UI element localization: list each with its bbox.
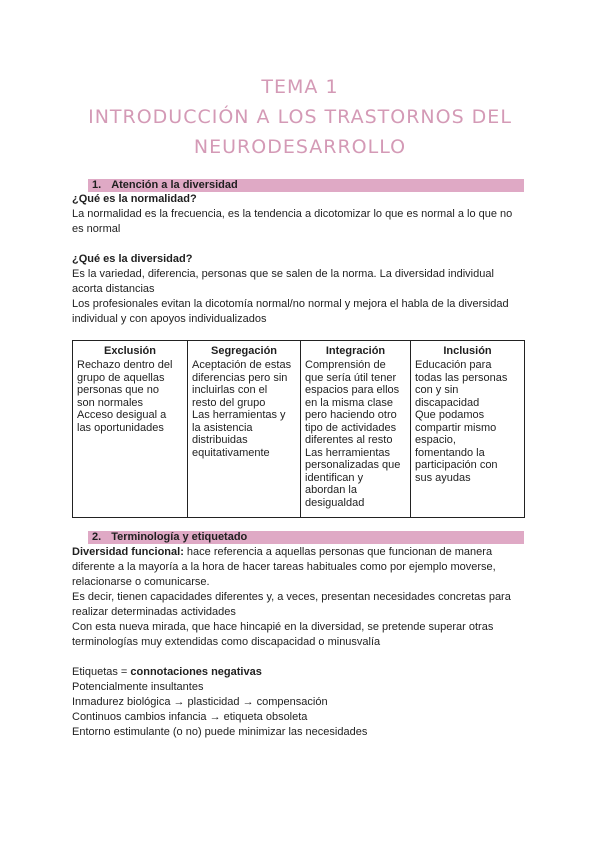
section-1-number: 1.: [92, 179, 102, 191]
section-1-heading: [88, 179, 524, 192]
cell-line: que sería útil tener: [305, 371, 397, 384]
section-1-title: Atención a la diversidad: [111, 179, 238, 191]
term-diversidad-funcional: Diversidad funcional:: [72, 546, 184, 558]
cell-line: Educación para: [415, 359, 492, 371]
cell-line: son normales: [77, 396, 144, 409]
spacer: [72, 237, 532, 252]
definition-line-1: [72, 545, 532, 560]
cell-line: incluirlas con el: [192, 384, 268, 396]
answer-diversidad-line-3: Los profesionales evitan la dicotomía normal/no normal y mejora el habla de la diversidad: [72, 298, 509, 310]
list-item: Continuos cambios infancia → etiqueta obsoleta: [72, 711, 308, 723]
cell-line: espacio,: [415, 434, 456, 446]
cell-line: Que podamos: [415, 409, 485, 421]
cell-line: tipo de actividades: [305, 421, 397, 434]
cell-line: compartir mismo: [415, 421, 497, 434]
cell-line: todas las personas: [415, 371, 508, 384]
title-line-3: NEURODESARROLLO: [193, 136, 407, 158]
cell-integracion: [301, 359, 411, 518]
cell-line: personas que no: [77, 384, 159, 396]
definition-line-6: Con esta nueva mirada, que hace hincapié en la diversidad, se pretende superar otras: [72, 621, 494, 633]
cell-line: resto del grupo: [192, 396, 266, 409]
labels-negative: connotaciones negativas: [130, 666, 262, 678]
answer-diversidad-line-4: individual y con apoyos individualizados: [72, 313, 267, 325]
definition-line-3: relacionarse o comunicarse.: [72, 576, 210, 588]
list-item: Potencialmente insultantes: [72, 681, 204, 693]
question-diversidad: ¿Qué es la diversidad?: [72, 253, 193, 265]
question-normalidad: ¿Qué es la normalidad?: [72, 193, 197, 205]
definition-line-2: diferente a la mayoría a la hora de hacer tareas habituales como por ejemplo moverse,: [72, 561, 496, 573]
cell-line: personalizadas que: [305, 459, 401, 471]
cell-line: grupo de aquellas: [77, 371, 165, 384]
cell-line: Comprensión de: [305, 359, 386, 371]
definition-line-7: terminologías muy extendidas como discapacidad o minusvalía: [72, 636, 381, 648]
spacer: [72, 650, 532, 665]
cell-line: Rechazo dentro del: [77, 359, 173, 371]
table-row: [73, 359, 525, 518]
cell-line: identifican y: [305, 471, 364, 484]
answer-diversidad-line-1: Es la variedad, diferencia, personas que se salen de la norma. La diversidad individual: [72, 268, 494, 280]
labels-line: [72, 665, 532, 680]
header-inclusion: Inclusión: [411, 341, 525, 360]
section-2-heading: [88, 531, 524, 544]
table-header-row: [73, 341, 525, 360]
answer-normalidad-line-2: es normal: [72, 223, 121, 235]
answer-normalidad-line-1: La normalidad es la frecuencia, es la tendencia a dicotomizar lo que es normal a lo que no: [72, 208, 513, 220]
section-2-body: [72, 545, 532, 740]
cell-line: diferencias pero sin: [192, 371, 288, 384]
answer-diversidad-line-2: acorta distancias: [72, 283, 155, 295]
cell-line: Las herramientas: [305, 446, 390, 459]
cell-line: desigualdad: [305, 496, 365, 509]
cell-line: las oportunidades: [77, 421, 164, 434]
cell-line: diferentes al resto: [305, 434, 393, 446]
cell-exclusion: [73, 359, 188, 518]
cell-line: abordan la: [305, 484, 357, 496]
cell-line: equitativamente: [192, 446, 270, 459]
cell-line: fomentando la: [415, 446, 485, 459]
header-segregacion: Segregación: [188, 341, 301, 360]
document-title: [60, 72, 540, 162]
cell-line: discapacidad: [415, 396, 480, 409]
cell-line: en la misma clase: [305, 396, 394, 409]
section-2-number: 2.: [92, 531, 102, 543]
title-line-2: INTRODUCCIÓN A LOS TRASTORNOS DEL: [88, 106, 512, 128]
cell-line: pero haciendo otro: [305, 409, 397, 421]
cell-line: espacios para ellos: [305, 384, 400, 396]
section-2-title: Terminología y etiquetado: [111, 531, 248, 543]
section-1-body: [72, 192, 532, 327]
cell-line: Las herramientas y: [192, 409, 286, 421]
list-item: Entorno estimulante (o no) puede minimizar las necesidades: [72, 726, 368, 738]
comparison-table: [72, 340, 525, 518]
definition-line-4: Es decir, tienen capacidades diferentes y, a veces, presentan necesidades concretas para: [72, 591, 511, 603]
header-integracion: Integración: [301, 341, 411, 360]
header-exclusion: Exclusión: [73, 341, 188, 360]
cell-line: Aceptación de estas: [192, 359, 292, 371]
definition-line-5: realizar determinadas actividades: [72, 606, 236, 618]
cell-line: distribuidas: [192, 434, 248, 446]
cell-segregacion: [188, 359, 301, 518]
cell-line: la asistencia: [192, 421, 253, 434]
definition-text: hace referencia a aquellas personas que funcionan de manera: [183, 546, 493, 558]
list-item: Inmadurez biológica → plasticidad → compensación: [72, 696, 328, 708]
title-line-1: TEMA 1: [261, 76, 339, 98]
cell-line: sus ayudas: [415, 471, 471, 484]
cell-line: participación con: [415, 459, 498, 471]
labels-prefix: Etiquetas =: [72, 666, 131, 678]
cell-line: con y sin: [415, 384, 459, 396]
cell-inclusion: [411, 359, 525, 518]
cell-line: Acceso desigual a: [77, 409, 167, 421]
